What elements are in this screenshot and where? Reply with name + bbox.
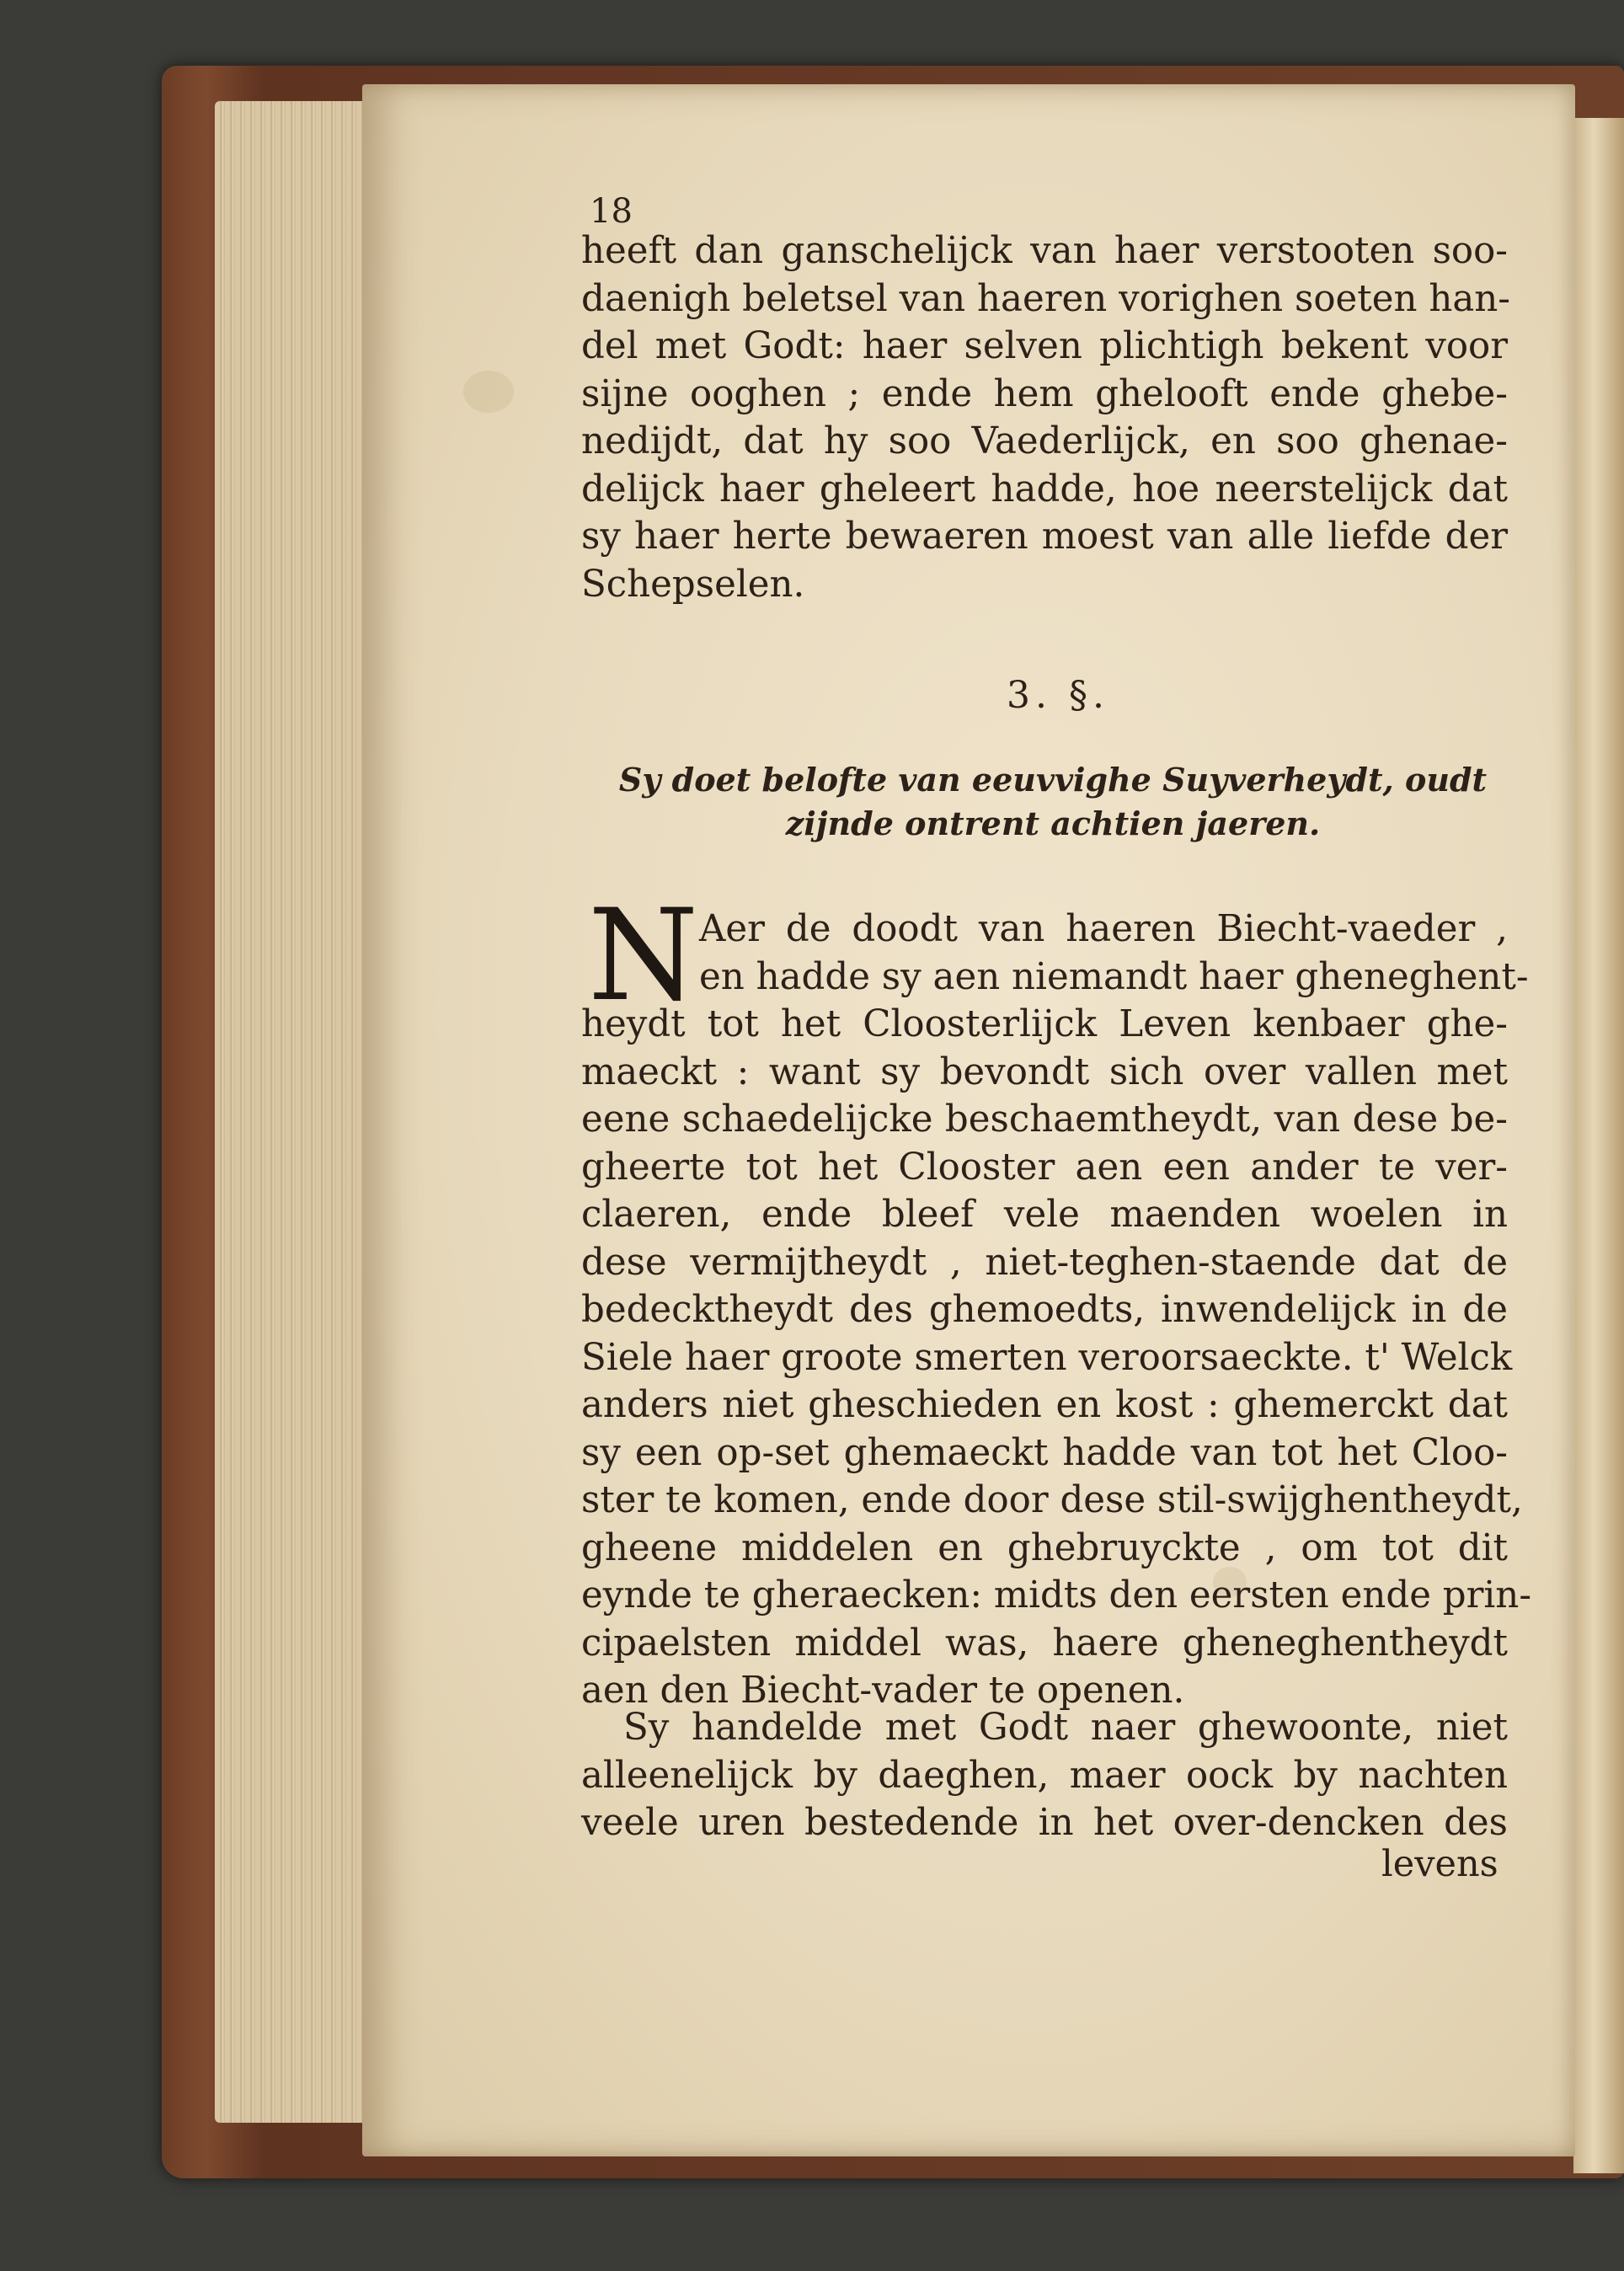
text-line: delijck haer gheleert hadde, hoe neerstelijck dat [581,468,1508,510]
text-line: Aer de doodt van haeren Biecht-vaeder , [699,908,1508,950]
heading-line: zijnde ontrent achtien jaeren. [785,804,1321,842]
text-line: sijne ooghen ; ende hem ghelooft ende ghebe- [581,372,1508,415]
text-line: en hadde sy aen niemandt haer gheneghent- [699,955,1529,998]
text-line: nedijdt, dat hy soo Vaederlijck, en soo ghenae- [581,420,1508,462]
text-line: alleenelijck by daeghen, maer oock by nachten [581,1754,1508,1797]
text-line: sy haer herte bewaeren moest van alle liefde der [581,516,1508,558]
drop-cap: N [588,883,699,1029]
page-number: 18 [590,192,633,231]
text-line: Schepselen. [581,563,805,606]
text-line: dese vermijtheydt , niet-teghen-staende dat de [581,1241,1508,1284]
heading-line: Sy doet belofte van eeuvvighe Suyverheydt, oudt [618,761,1488,799]
text-line: cipaelsten middel was, haere gheneghentheydt [581,1622,1508,1665]
text-line: gheerte tot het Clooster aen een ander te ver- [581,1146,1508,1189]
text-line: heydt tot het Cloosterlijck Leven kenbaer ghe- [581,1003,1508,1045]
text-line: bedecktheydt des ghemoedts, inwendelijck in de [581,1289,1508,1331]
text-line: eene schaedelijcke beschaemtheydt, van dese be- [581,1098,1508,1141]
facing-page-edge [1573,118,1624,2173]
catchword: levens [1381,1843,1498,1885]
text-line: Siele haer groote smerten veroorsaeckte. t' Welck [581,1336,1513,1379]
text-line: aen den Biecht-vader te openen. [581,1670,1185,1712]
paragraph-2 [581,1704,1508,1847]
text-line: gheene middelen en ghebruyckte , om tot dit [581,1526,1508,1569]
paragraph-1 [581,906,1532,1715]
text-line: Sy handelde met Godt naer ghewoonte, niet [623,1707,1508,1749]
continuation-text [581,194,1511,608]
text-line: maeckt : want sy bevondt sich over vallen met [581,1050,1508,1093]
text-line: heeft dan ganschelijck van haer verstooten soo- [581,230,1508,272]
text-line: anders niet gheschieden en kost : ghemerckt dat [581,1384,1508,1426]
text-line: eynde te gheraecken: midts den eersten ende prin- [581,1574,1532,1616]
text-line: ster te komen, ende door dese stil-swijghentheydt, [581,1479,1523,1521]
text-line: del met Godt: haer selven plichtigh bekent voor [581,325,1508,367]
text-line: claeren, ende bleef vele maenden woelen in [581,1194,1508,1236]
section-mark: 3. §. [1007,674,1109,717]
text-line: veele uren bestedende in het over-dencken des [581,1802,1508,1844]
text-line: sy een op-set ghemaeckt hadde van tot het Cloo- [581,1431,1508,1474]
section-heading [590,758,1516,846]
page-edges [215,101,383,2123]
text-line: daenigh beletsel van haeren vorighen soeten han- [581,277,1511,320]
